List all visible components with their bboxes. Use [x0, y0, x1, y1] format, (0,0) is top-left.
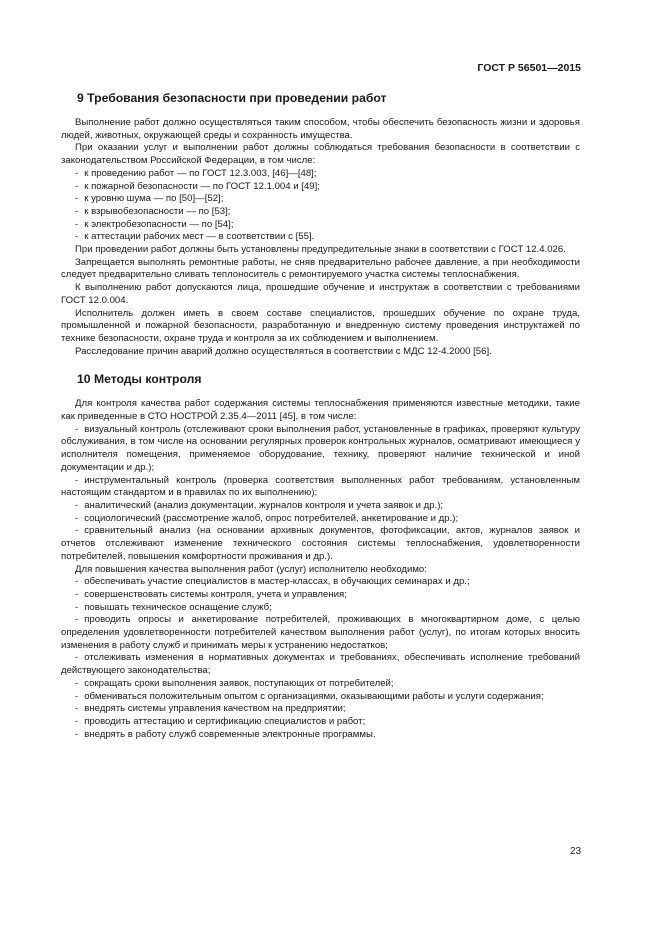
list-item: - аналитический (анализ документации, журналов контроля и учета заявок и др.); [75, 499, 444, 511]
paragraph: При оказании услуг и выполнении работ должны соблюдаться требования безопасности в соответствии с законодательством Российской Федерации, в том числе: [61, 142, 580, 167]
list-item: - совершенствовать системы контроля, учета и управления; [75, 588, 347, 600]
list-item: - отслеживать изменения в нормативных документах и требованиях, обеспечивать исполнение требований действующего законодательства; [61, 652, 580, 677]
list-item: - внедрять в работу служб современные электронные программы. [75, 728, 376, 740]
control-methods-list [61, 424, 580, 564]
paragraph: При проведении работ должны быть установлены предупредительные знаки в соответствии с ГОСТ 12.4.026. [75, 244, 566, 256]
list-item: - к проведению работ — по ГОСТ 12.3.003, [46]—[48]; [75, 167, 317, 179]
list-item: - обеспечивать участие специалистов в мастер-классах, в обучающих семинарах и др.; [75, 576, 470, 588]
list-item: - сравнительный анализ (на основании архивных документов, фотофиксации, актов, журналов заявок и отчетов отслеживают изменение технического состояния системы теплоснабжения, удовлетворенности потребителей, повышения комфортности проживания и др.). [61, 525, 580, 562]
list-item: - обмениваться положительным опытом с организациями, оказывающими работы и услуги содержания; [75, 690, 544, 702]
section-9-title: 9 Требования безопасности при проведении работ [77, 91, 387, 105]
list-item: - социологический (рассмотрение жалоб, опрос потребителей, анкетирование и др.); [75, 512, 459, 524]
list-item: - к электробезопасности — по [54]; [75, 218, 234, 230]
list-item: - визуальный контроль (отслеживают сроки выполнения работ, установленные в графиках, проверяют культуру обслуживания, в том числе на основании регулярных проверок контрольных журналов, осматривают имеющиеся у исполнителя помещения, применяемое оборудование, технику, проверяют наличие технической и иной документации и др.); [61, 423, 580, 473]
list-item: - повышать техническое оснащение служб; [75, 601, 272, 613]
section-10-title: 10 Методы контроля [77, 372, 202, 387]
quality-improvement-list [61, 576, 580, 741]
paragraph: Расследование причин аварий должно осуществляться в соответствии с МДС 12-4.2000 [56]. [75, 345, 492, 357]
paragraph: Для контроля качества работ содержания системы теплоснабжения применяются известные методики, такие как приведенные в СТО НОСТРОЙ 2.35.4—2011 [45], в том числе: [61, 398, 580, 423]
list-item: - сокращать сроки выполнения заявок, поступающих от потребителей; [75, 677, 394, 689]
paragraph: Для повышения качества выполнения работ (услуг) исполнителю необходимо: [75, 563, 427, 575]
paragraph: Запрещается выполнять ремонтные работы, не сняв предварительно рабочее давление, а при необходимости следует предварительно сливать теплоноситель с ремонтируемого участка системы теплоснабжения. [61, 256, 580, 281]
paragraph: Исполнитель должен иметь в своем составе специалистов, прошедших обучение по охране труда, промышленной и пожарной безопасности, разработанную и внедренную систему проведения инструктажей по технике безопасности, охране труда и контроля за их соблюдением и выполнением. [61, 307, 580, 344]
page-number: 23 [570, 846, 582, 857]
page-content [61, 91, 580, 741]
list-item: - проводить опросы и анкетирование потребителей, проживающих в многоквартирном доме, с целью определения удовлетворенности потребителей качеством выполнения работ (услуг), по итогам которых вносить изменения в работу служб и принимать меры к устранению недостатков; [61, 614, 580, 651]
list-item: - к уровню шума — по [50]—[52]; [75, 193, 224, 205]
paragraph: Выполнение работ должно осуществляться таким способом, чтобы обеспечить безопасность жизни и здоровья людей, животных, окружающей среды и сохранность имущества. [61, 117, 580, 141]
list-item: - проводить аттестацию и сертификацию специалистов и работ; [75, 715, 366, 727]
list-item: - инструментальный контроль (проверка соответствия выполненных работ требованиям, установленным настоящим стандартом и в правилах по их выполнению); [61, 474, 580, 499]
safety-requirements-list [61, 168, 580, 244]
list-item: - внедрять системы управления качеством на предприятии; [75, 703, 346, 715]
document-code: ГОСТ Р 56501—2015 [477, 62, 581, 74]
list-item: - к аттестации рабочих мест — в соответствии с [55]. [75, 231, 315, 243]
paragraph: К выполнению работ допускаются лица, прошедшие обучение и инструктаж в соответствии с требованиями ГОСТ 12.0.004. [61, 282, 580, 306]
list-item: - к взрывобезопасности — по [53]; [75, 205, 231, 217]
list-item: - к пожарной безопасности — по ГОСТ 12.1.004 и [49]; [75, 180, 320, 192]
